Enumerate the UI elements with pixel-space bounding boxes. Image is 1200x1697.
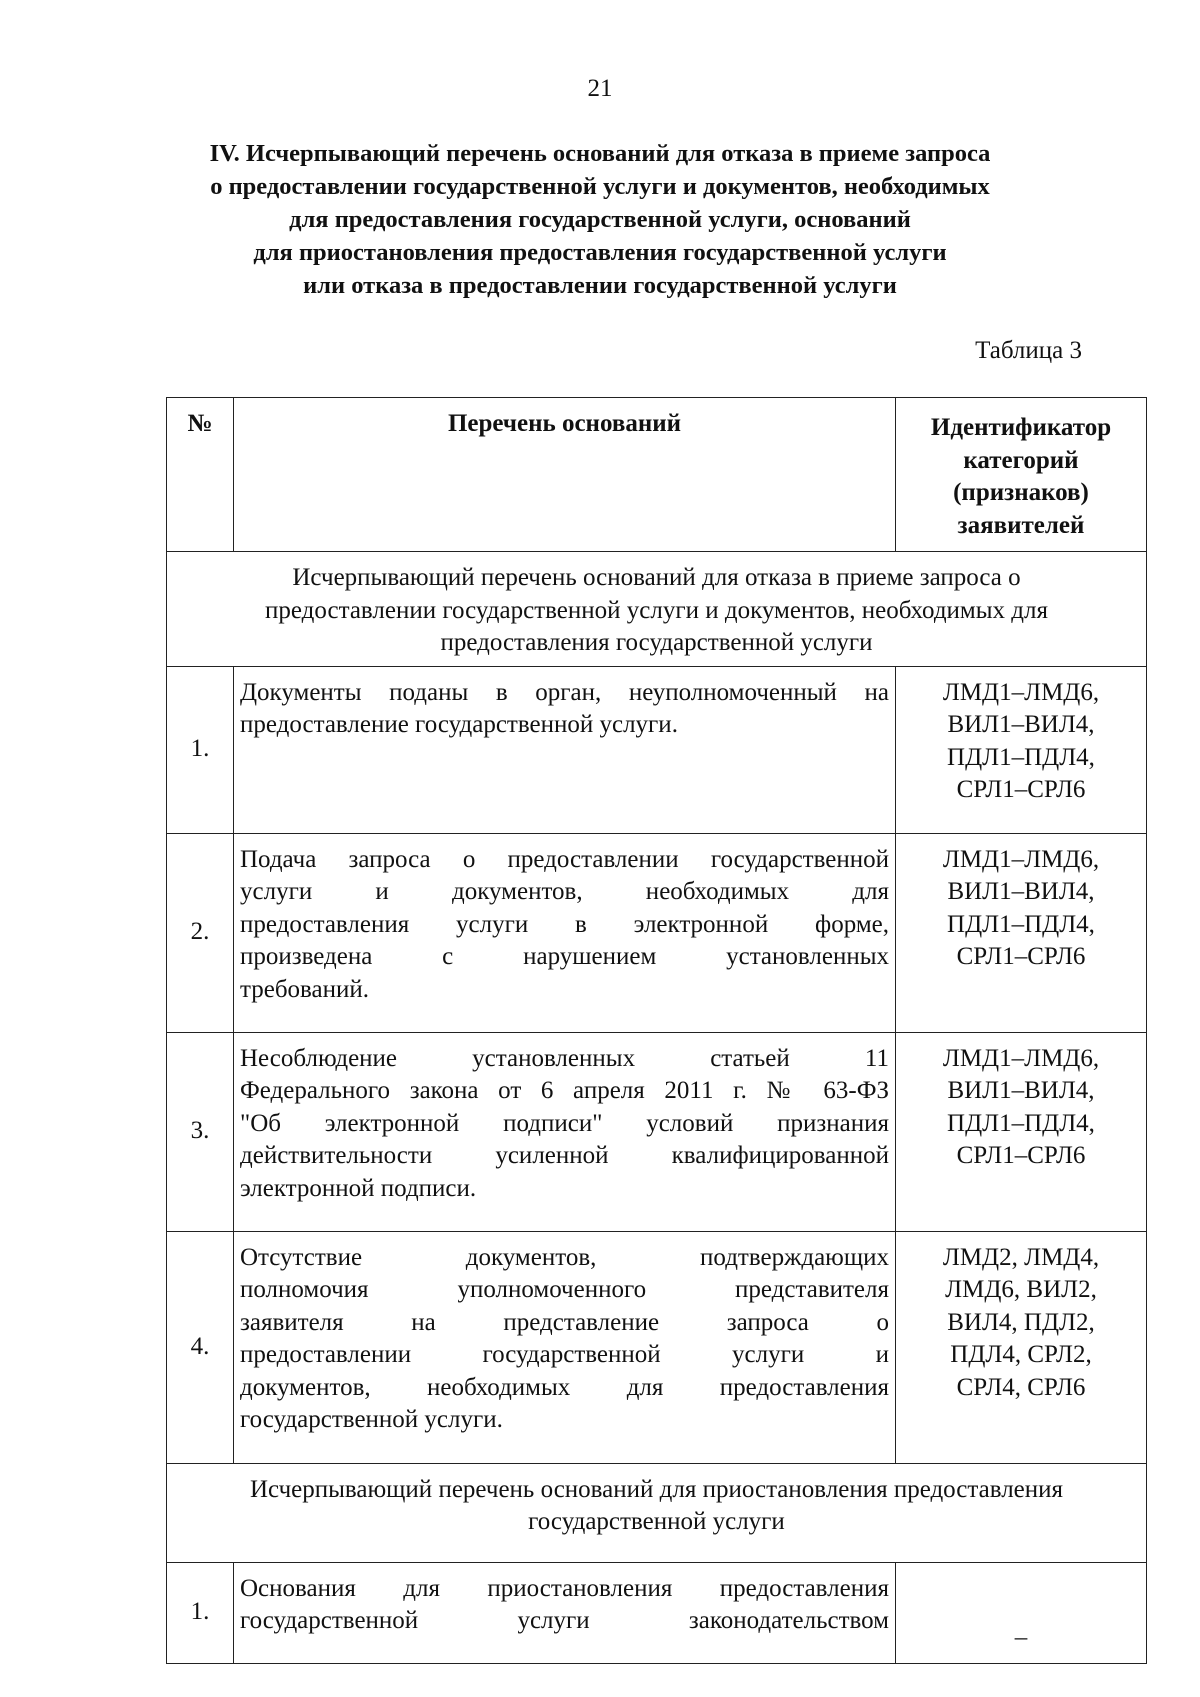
header-identifier-line: заявителей	[957, 511, 1085, 539]
row-text-line: предоставления услуги в электронной форме,	[240, 910, 889, 938]
row-text-line: Основания для приостановления предоставления	[240, 1574, 889, 1602]
grounds-table	[166, 397, 1147, 1664]
table-row	[167, 1231, 1147, 1463]
row-text-line: Федерального закона от 6 апреля 2011 г. № 63-ФЗ	[240, 1077, 889, 1104]
row-text-line: предоставлении государственной услуги и	[240, 1341, 889, 1368]
heading-line: о предоставлении государственной услуги и документов, необходимых	[210, 173, 990, 200]
identifier-line: ПДЛ4, СРЛ2,	[950, 1341, 1092, 1368]
row-number: 3.	[167, 1032, 234, 1231]
identifier-line: ЛМД2, ЛМД4,	[942, 1243, 1100, 1271]
identifier-line: ЛМД6, ВИЛ2,	[945, 1276, 1097, 1303]
header-identifier-line: категорий	[963, 446, 1079, 474]
row-number: 1.	[167, 1562, 234, 1663]
header-identifier-line: Идентификатор	[930, 414, 1112, 441]
section-line: государственной услуги	[528, 1508, 785, 1535]
identifier-dash: –	[1014, 1624, 1028, 1651]
row-text-line: государственной услуги законодательством	[240, 1607, 889, 1634]
section-heading	[150, 137, 1050, 302]
row-identifiers	[896, 1231, 1147, 1463]
identifier-line: СРЛ1–СРЛ6	[956, 776, 1086, 803]
heading-line: или отказа в предоставлении государственной услуги	[303, 272, 897, 299]
row-text-line: заявителя на представление запроса о	[240, 1308, 889, 1336]
section-line: предоставления государственной услуги	[440, 629, 873, 656]
table-row	[167, 666, 1147, 833]
identifier-line: СРЛ1–СРЛ6	[956, 1142, 1086, 1169]
row-text	[234, 1231, 896, 1463]
row-text-line: требований.	[240, 975, 370, 1003]
section-line: предоставлении государственной услуги и документов, необходимых для	[265, 596, 1048, 624]
row-number: 2.	[167, 833, 234, 1032]
identifier-line: ПДЛ1–ПДЛ4,	[947, 743, 1095, 771]
table-caption: Таблица 3	[975, 337, 1082, 364]
section-line: Исчерпывающий перечень оснований для отказа в приеме запроса о	[292, 564, 1021, 591]
row-text	[234, 833, 896, 1032]
row-text-line: полномочия уполномоченного представителя	[240, 1276, 889, 1303]
row-text-line: Документы поданы в орган, неуполномоченный на	[240, 678, 889, 706]
identifier-line: ВИЛ1–ВИЛ4,	[947, 878, 1095, 905]
identifier-line: ВИЛ1–ВИЛ4,	[947, 1077, 1095, 1104]
table-row	[167, 833, 1147, 1032]
identifier-line: ПДЛ1–ПДЛ4,	[947, 910, 1095, 938]
section-title-suspension	[167, 1463, 1147, 1562]
row-text	[234, 666, 896, 833]
section-row-refusal	[167, 552, 1147, 667]
row-text-line: "Об электронной подписи" условий признания	[240, 1109, 889, 1137]
row-identifiers	[896, 666, 1147, 833]
identifier-line: ПДЛ1–ПДЛ4,	[947, 1109, 1095, 1137]
row-identifiers	[896, 1562, 1147, 1663]
identifier-line: ЛМД1–ЛМД6,	[942, 845, 1100, 873]
table-header-row	[167, 398, 1147, 552]
header-num: №	[167, 398, 234, 552]
row-text-line: документов, необходимых для предоставления	[240, 1373, 889, 1401]
row-text-line: Подача запроса о предоставлении государственной	[240, 845, 889, 873]
heading-line: IV. Исчерпывающий перечень оснований для отказа в приеме запроса	[209, 140, 991, 167]
row-number: 4.	[167, 1231, 234, 1463]
header-identifier-line: (признаков)	[953, 479, 1089, 506]
heading-line: для предоставления государственной услуги, оснований	[289, 206, 911, 233]
identifier-line: ВИЛ4, ПДЛ2,	[947, 1308, 1095, 1336]
table-row	[167, 1032, 1147, 1231]
row-text-line: произведена с нарушением установленных	[240, 943, 889, 970]
page-number: 21	[587, 75, 613, 102]
row-text	[234, 1562, 896, 1663]
row-text	[234, 1032, 896, 1231]
row-identifiers	[896, 1032, 1147, 1231]
row-text-line: Несоблюдение установленных статьей 11	[240, 1044, 889, 1072]
row-text-line: Отсутствие документов, подтверждающих	[240, 1243, 889, 1271]
section-title-refusal	[167, 552, 1147, 667]
identifier-line: ЛМД1–ЛМД6,	[942, 1044, 1100, 1072]
section-row-suspension	[167, 1463, 1147, 1562]
row-text-line: предоставление государственной услуги.	[240, 711, 678, 738]
row-text-line: услуги и документов, необходимых для	[240, 878, 889, 905]
heading-line: для приостановления предоставления государственной услуги	[253, 239, 947, 266]
identifier-line: ЛМД1–ЛМД6,	[942, 678, 1100, 706]
identifier-line: ВИЛ1–ВИЛ4,	[947, 711, 1095, 738]
identifier-line: СРЛ4, СРЛ6	[956, 1373, 1086, 1401]
row-text-line: электронной подписи.	[240, 1174, 477, 1202]
row-text-line: действительности усиленной квалифицированной	[240, 1142, 889, 1169]
row-identifiers	[896, 833, 1147, 1032]
identifier-line: СРЛ1–СРЛ6	[956, 943, 1086, 970]
section-line: Исчерпывающий перечень оснований для приостановления предоставления	[249, 1475, 1064, 1503]
row-text-line: государственной услуги.	[240, 1406, 503, 1433]
row-number: 1.	[167, 666, 234, 833]
header-list: Перечень оснований	[234, 398, 896, 552]
table-row	[167, 1562, 1147, 1663]
header-identifier	[896, 398, 1147, 552]
